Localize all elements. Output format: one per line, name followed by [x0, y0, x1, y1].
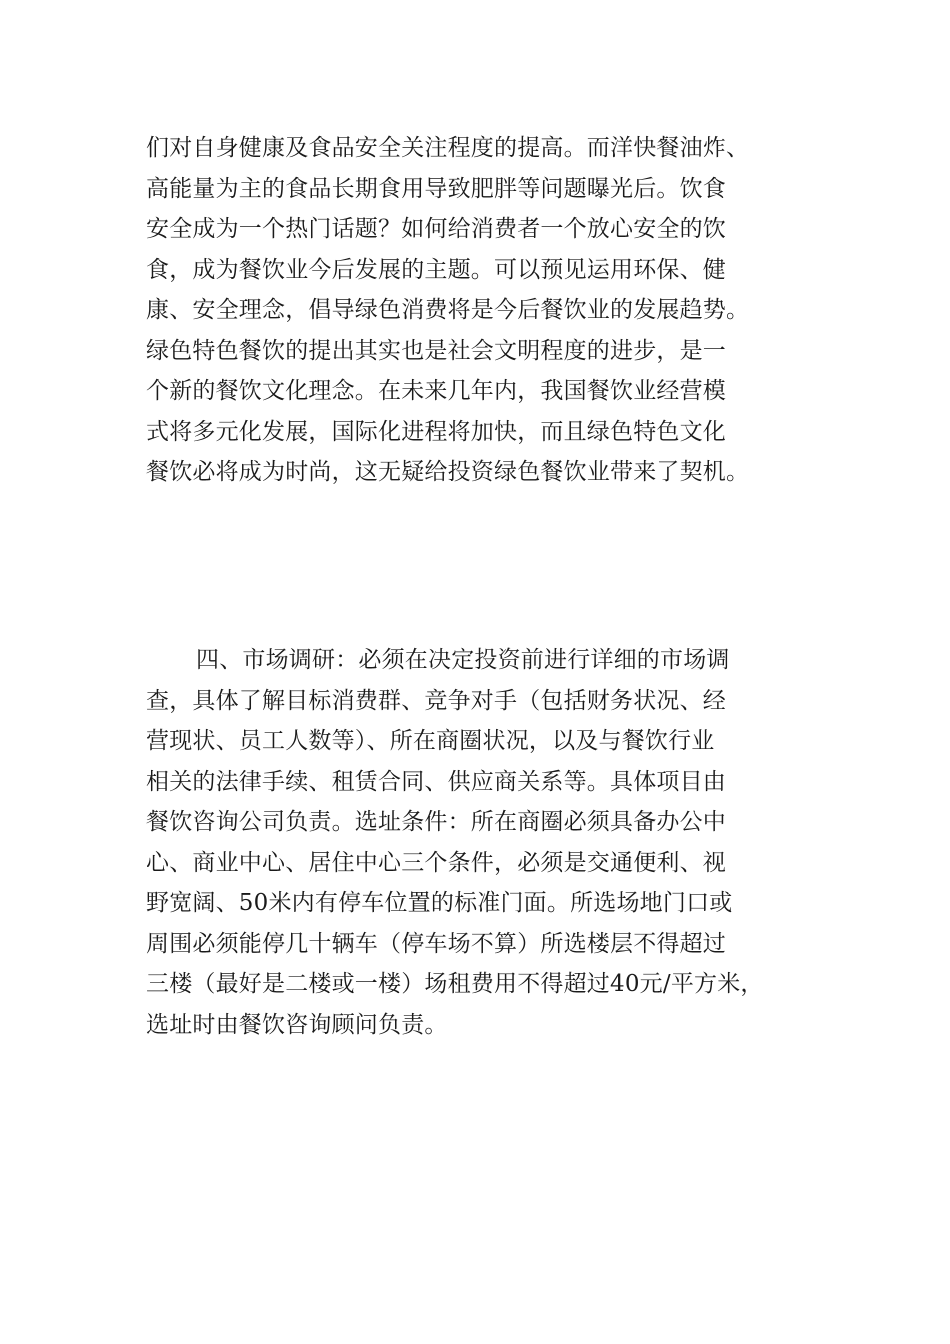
text-line: 高能量为主的食品长期食用导致肥胖等问题曝光后。饮食: [146, 175, 726, 202]
text-line: 营现状、员工人数等）、所在商圈状况，以及与餐饮行业: [146, 728, 715, 754]
text-line: 康、安全理念，倡导绿色消费将是今后餐饮业的发展趋势。: [146, 297, 750, 323]
text-line: 餐饮咨询公司负责。选址条件：所在商圈必须具备办公中: [146, 809, 726, 835]
text-line: 式将多元化发展，国际化进程将加快，而且绿色特色文化: [146, 418, 726, 445]
paragraph-market-research: [146, 640, 826, 1045]
text-line: 安全成为一个热门话题？如何给消费者一个放心安全的饮: [146, 216, 726, 242]
text-line: 相关的法律手续、租赁合同、供应商关系等。具体项目由: [146, 768, 726, 795]
text-line: 们对自身健康及食品安全关注程度的提高。而洋快餐油炸、: [146, 135, 750, 161]
text-line: 三楼（最好是二楼或一楼）场租费用不得超过40元/平方米，: [146, 971, 764, 997]
text-line: 选址时由餐饮咨询顾问负责。: [146, 1011, 448, 1038]
text-line: 心、商业中心、居住中心三个条件，必须是交通便利、视: [146, 849, 726, 876]
text-line: 绿色特色餐饮的提出其实也是社会文明程度的进步，是一: [146, 337, 726, 364]
text-line: 餐饮必将成为时尚，这无疑给投资绿色餐饮业带来了契机。: [146, 459, 750, 485]
text-line: 个新的餐饮文化理念。在未来几年内，我国餐饮业经营模: [146, 378, 726, 404]
text-line-indented: 四、市场调研：必须在决定投资前进行详细的市场调: [196, 647, 730, 673]
text-line: 食，成为餐饮业今后发展的主题。可以预见运用环保、健: [146, 256, 726, 283]
paragraph-market-trend: [146, 128, 826, 493]
text-line: 周围必须能停几十辆车（停车场不算）所选楼层不得超过: [146, 930, 726, 957]
text-line: 查，具体了解目标消费群、竞争对手（包括财务状况、经: [146, 687, 726, 714]
text-line: 野宽阔、50米内有停车位置的标准门面。所选场地门口或: [146, 890, 733, 916]
